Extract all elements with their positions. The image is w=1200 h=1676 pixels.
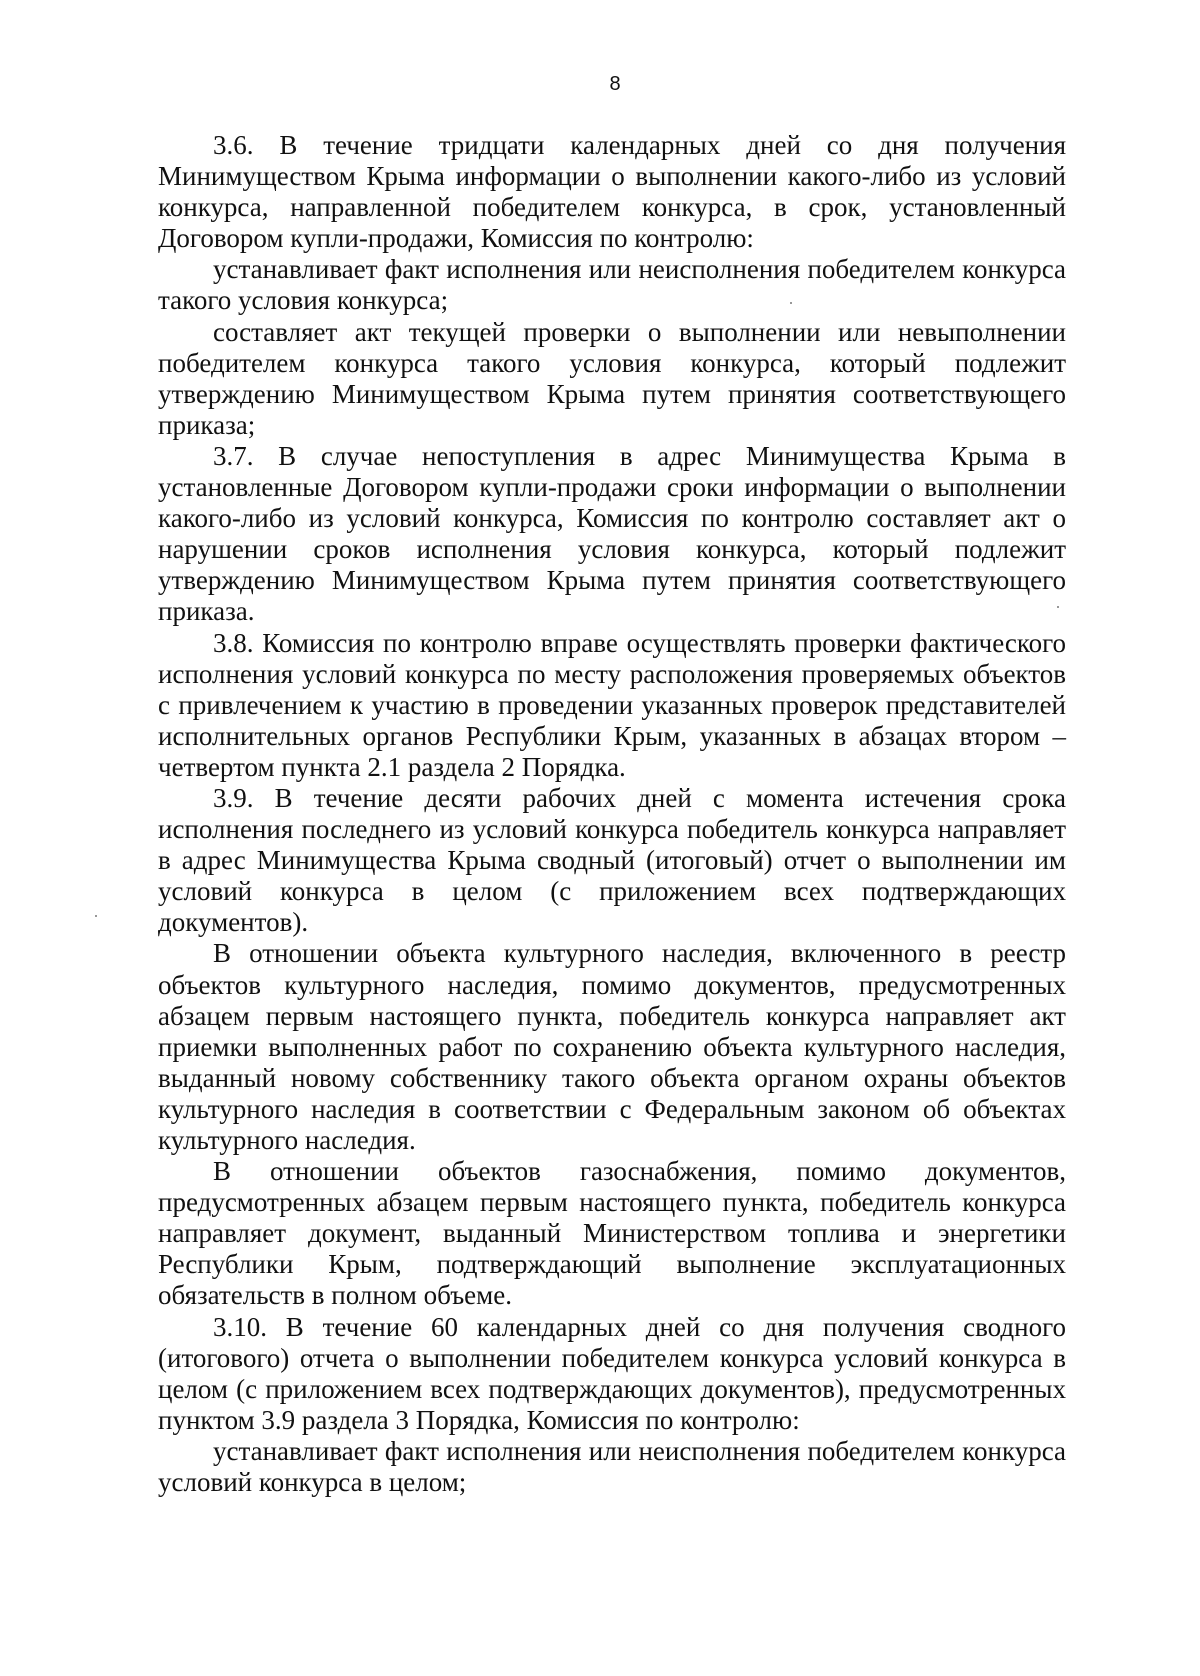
paragraph-3-10-item-1: устанавливает факт исполнения или неисполнения победителем конкурса условий конкурса в целом; [158,1435,1066,1498]
paragraph-3-7: 3.7. В случае непоступления в адрес Минимущества Крыма в установленные Договором купли-продажи сроки информации о выполнении какого-либо из условий конкурса, Комиссия по контролю составляет акт о нарушении сроков исполнения условия конкурса, который подлежит утверждению Минимуществом Крыма путем принятия соответствующего приказа. [158,440,1066,627]
scan-speck [1057,606,1059,608]
page-number: 8 [609,73,621,95]
paragraph-3-9: 3.9. В течение десяти рабочих дней с момента истечения срока исполнения последнего из условий конкурса победитель конкурса направляет в адрес Минимущества Крыма сводный (итоговый) отчет о выполнении им условий конкурса в целом (с приложением всех подтверждающих документов). [158,782,1066,938]
scan-speck [790,302,792,304]
paragraph-3-6-item-2: составляет акт текущей проверки о выполнении или невыполнении победителем конкурса такого условия конкурса, который подлежит утверждению Минимуществом Крыма путем принятия соответствующего приказа; [158,316,1066,440]
paragraph-3-9-cultural-heritage: В отношении объекта культурного наследия, включенного в реестр объектов культурного наследия, помимо документов, предусмотренных абзацем первым настоящего пункта, победитель конкурса направляет акт приемки выполненных работ по сохранению объекта культурного наследия, выданный новому собственнику такого объекта органом охраны объектов культурного наследия в соответствии с Федеральным законом об объектах культурного наследия. [158,938,1066,1155]
document-body [158,130,1066,1498]
paragraph-3-6: 3.6. В течение тридцати календарных дней со дня получения Минимуществом Крыма информации о выполнении какого-либо из условий конкурса, направленной победителем конкурса, в срок, установленный Договором купли-продажи, Комиссия по контролю: [158,130,1066,254]
paragraph-3-6-item-1: устанавливает факт исполнения или неисполнения победителем конкурса такого условия конкурса; [158,254,1066,316]
paragraph-3-9-gas-supply: В отношении объектов газоснабжения, помимо документов, предусмотренных абзацем первым настоящего пункта, победитель конкурса направляет документ, выданный Министерством топлива и энергетики Республики Крым, подтверждающий выполнение эксплуатационных обязательств в полном объеме. [158,1156,1066,1311]
paragraph-3-10: 3.10. В течение 60 календарных дней со дня получения сводного (итогового) отчета о выполнении победителем конкурса условий конкурса в целом (с приложением всех подтверждающих документов), предусмотренных пунктом 3.9 раздела 3 Порядка, Комиссия по контролю: [158,1311,1066,1435]
paragraph-3-8: 3.8. Комиссия по контролю вправе осуществлять проверки фактического исполнения условий конкурса по месту расположения проверяемых объектов с привлечением к участию в проведении указанных проверок представителей исполнительных органов Республики Крым, указанных в абзацах втором – четвертом пункта 2.1 раздела 2 Порядка. [158,627,1066,782]
scan-speck [95,915,97,917]
